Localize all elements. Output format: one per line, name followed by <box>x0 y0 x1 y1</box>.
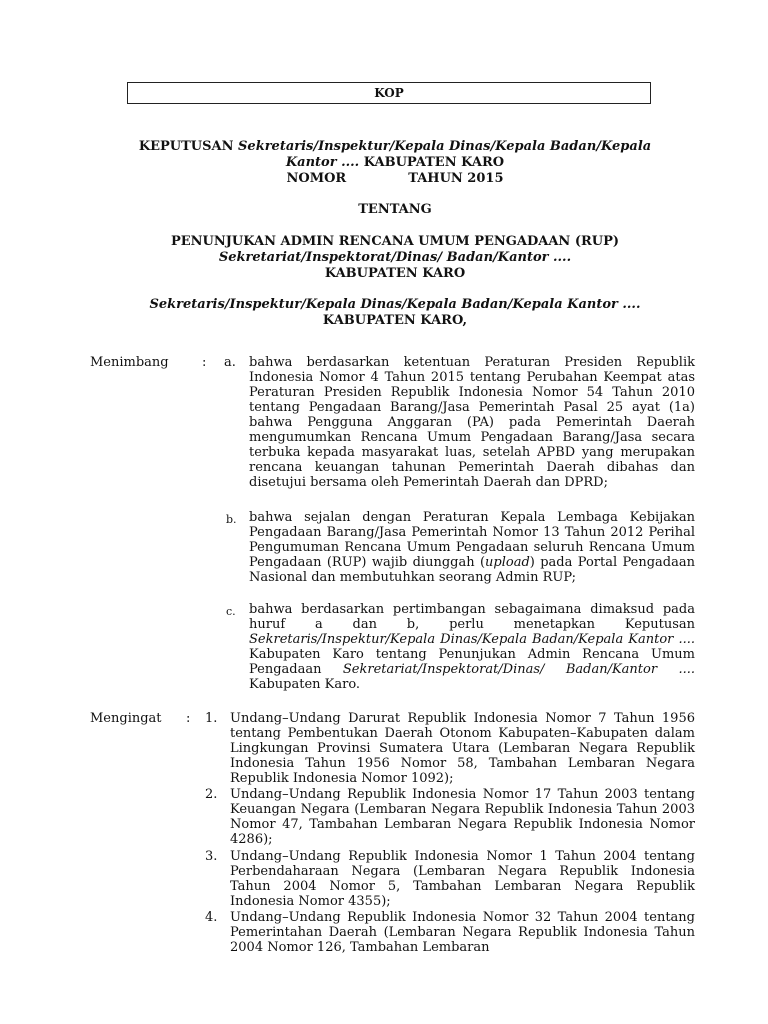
decree-title-line1 <box>90 139 700 155</box>
decree-title-line2 <box>90 155 700 171</box>
menimbang-item-c-italic1: Sekretaris/Inspektur/Kepala Dinas/Kepala Badan/Kepala Kantor .... <box>249 632 695 647</box>
mengingat-marker-1: 1. <box>205 711 218 726</box>
menimbang-item-b-text-end: ) pada Portal Pengadaan Nasional dan membutuhkan seorang Admin RUP; <box>249 555 695 585</box>
decree-number-line <box>90 171 700 187</box>
menimbang-item-b <box>249 510 695 585</box>
kop-box <box>127 82 651 104</box>
mengingat-item-2: Undang–Undang Republik Indonesia Nomor 17 Tahun 2003 tentang Keuangan Negara (Lembaran Negara Republik Indonesia Tahun 2003 Nomor 47, Tambahan Lembaran Negara Republik Indonesia Nomor 4286); <box>230 787 695 847</box>
mengingat-colon: : <box>186 711 191 726</box>
subject-line3: KABUPATEN KARO <box>324 266 466 281</box>
decree-official-title: Sekretaris/Inspektur/Kepala Dinas/Kepala Badan/Kepala <box>238 139 652 154</box>
menimbang-marker-b: b. <box>226 513 237 526</box>
decree-regency: KABUPATEN KARO <box>359 155 505 170</box>
decree-number-label: NOMOR <box>286 171 347 186</box>
decree-year: TAHUN 2015 <box>408 171 504 186</box>
mengingat-marker-2: 2. <box>205 787 218 802</box>
menimbang-item-b-italic: upload <box>485 555 530 570</box>
menimbang-item-c-text-mid: Kabupaten Karo tentang Penunjukan Admin Rencana Umum Pengadaan <box>249 647 695 677</box>
menimbang-label: Menimbang <box>90 355 169 370</box>
kop-label: KOP <box>374 86 404 100</box>
mengingat-label: Mengingat <box>90 711 162 726</box>
official-line2: KABUPATEN KARO, <box>322 313 468 328</box>
tentang-heading: TENTANG <box>358 202 432 217</box>
menimbang-item-c-italic2: Sekretariat/Inspektorat/Dinas/ Badan/Kantor .... <box>342 662 695 677</box>
official-line1: Sekretaris/Inspektur/Kepala Dinas/Kepala Badan/Kepala Kantor .... <box>149 297 641 312</box>
menimbang-item-b-text: bahwa sejalan dengan Peraturan Kepala Lembaga Kebijakan Pengadaan Barang/Jasa Pemerintah Nomor 13 Tahun 2012 Perihal Pengumuman Rencana Umum Pengadaan seluruh Rencana Umum Pengadaan (RUP) wajib diunggah ( <box>249 510 695 570</box>
decree-office: Kantor .... <box>285 155 360 170</box>
mengingat-marker-4: 4. <box>205 910 218 925</box>
decree-word: KEPUTUSAN <box>138 139 239 154</box>
subject-line2: Sekretariat/Inspektorat/Dinas/ Badan/Kantor .... <box>218 250 572 265</box>
menimbang-marker-a: a. <box>224 355 236 370</box>
menimbang-item-c-text-end: Kabupaten Karo. <box>249 677 361 692</box>
mengingat-item-4: Undang–Undang Republik Indonesia Nomor 32 Tahun 2004 tentang Pemerintahan Daerah (Lembaran Negara Republik Indonesia Tahun 2004 Nomor 126, Tambahan Lembaran <box>230 910 695 955</box>
menimbang-item-c <box>249 602 695 692</box>
menimbang-item-c-text: bahwa berdasarkan pertimbangan sebagaimana dimaksud pada huruf a dan b, perlu menetapkan Keputusan <box>249 602 695 632</box>
menimbang-colon: : <box>202 355 207 370</box>
menimbang-marker-c: c. <box>226 605 236 618</box>
mengingat-item-1: Undang–Undang Darurat Republik Indonesia Nomor 7 Tahun 1956 tentang Pembentukan Daerah Otonom Kabupaten–Kabupaten dalam Lingkungan Provinsi Sumatera Utara (Lembaran Negara Republik Indonesia Tahun 1956 Nomor 58, Tambahan Lembaran Negara Republik Indonesia Nomor 1092); <box>230 711 695 786</box>
menimbang-item-a: bahwa berdasarkan ketentuan Peraturan Presiden Republik Indonesia Nomor 4 Tahun 2015 tentang Perubahan Keempat atas Peraturan Presiden Republik Indonesia Nomor 54 Tahun 2010 tentang Pengadaan Barang/Jasa Pemerintah Pasal 25 ayat (1a) bahwa Pengguna Anggaran (PA) pada Pemerintah Daerah mengumumkan Rencana Umum Pengadaan Barang/Jasa secara terbuka kepada masyarakat luas, setelah APBD yang merupakan rencana keuangan tahunan Pemerintah Daerah dibahas dan disetujui bersama oleh Pemerintah Daerah dan DPRD; <box>249 355 695 490</box>
mengingat-marker-3: 3. <box>205 849 218 864</box>
subject-line1: PENUNJUKAN ADMIN RENCANA UMUM PENGADAAN (RUP) <box>170 234 620 249</box>
mengingat-item-3: Undang–Undang Republik Indonesia Nomor 1 Tahun 2004 tentang Perbendaharaan Negara (Lembaran Negara Republik Indonesia Tahun 2004 Nomor 5, Tambahan Lembaran Negara Republik Indonesia Nomor 4355); <box>230 849 695 909</box>
